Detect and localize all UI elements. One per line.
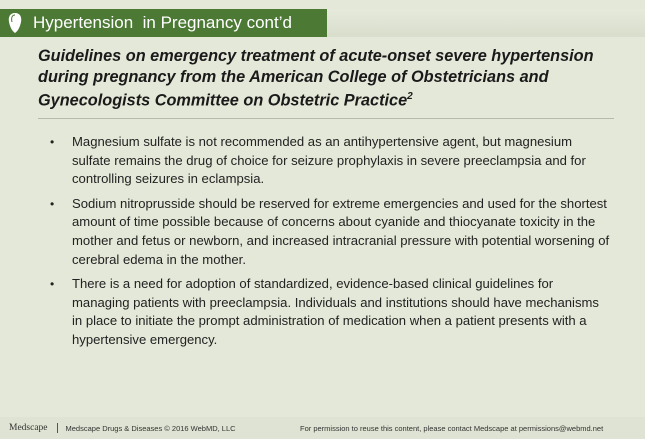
medscape-logo: Medscape <box>9 423 48 433</box>
bullet-text: There is a need for adoption of standardized, evidence-based clinical guidelines for managing patients with preeclampsia. Individuals and institutions should have mechanisms in place to initiate the prompt administration of medication when a patient presents with a hypertensive emergency. <box>72 276 599 347</box>
title-strip <box>327 9 645 37</box>
bullet-list <box>50 133 610 356</box>
heading-reference: 2 <box>407 91 413 102</box>
heading-divider <box>38 118 614 119</box>
bullet-item <box>50 133 610 189</box>
uterus-icon <box>4 9 26 37</box>
heading-text: Guidelines on emergency treatment of acute-onset severe hypertension during pregnancy from the American College of Obstetricians and Gynecologists Committee on Obstetric Practice <box>38 47 594 110</box>
bullet-icon: • <box>50 135 55 149</box>
slide-title: Hypertension in Pregnancy cont’d <box>33 13 292 32</box>
bullet-item <box>50 195 610 269</box>
bullet-icon: • <box>50 277 55 292</box>
slide-heading <box>38 46 618 111</box>
bullet-text: Magnesium sulfate is not recommended as an antihypertensive agent, but magnesium sulfate remains the drug of choice for seizure prophylaxis in severe preeclampsia and for controlling seizures in eclampsia. <box>72 134 586 187</box>
bullet-text: Sodium nitroprusside should be reserved for extreme emergencies and used for the shortest amount of time possible because of concerns about cyanide and thiocyanate toxicity in the mother and fetus or newborn, and increased intracranial pressure with potential worsening of cerebral edema in the mother. <box>72 195 610 267</box>
footer-permission: For permission to reuse this content, please contact Medscape at permissions@webmd.net <box>300 423 604 433</box>
footer-divider <box>57 423 58 433</box>
title-bar <box>0 9 327 37</box>
bullet-icon: • <box>50 196 55 211</box>
footer-copyright: Medscape Drugs & Diseases © 2016 WebMD, LLC <box>65 423 236 433</box>
bullet-item <box>50 275 610 349</box>
footer <box>0 417 645 439</box>
